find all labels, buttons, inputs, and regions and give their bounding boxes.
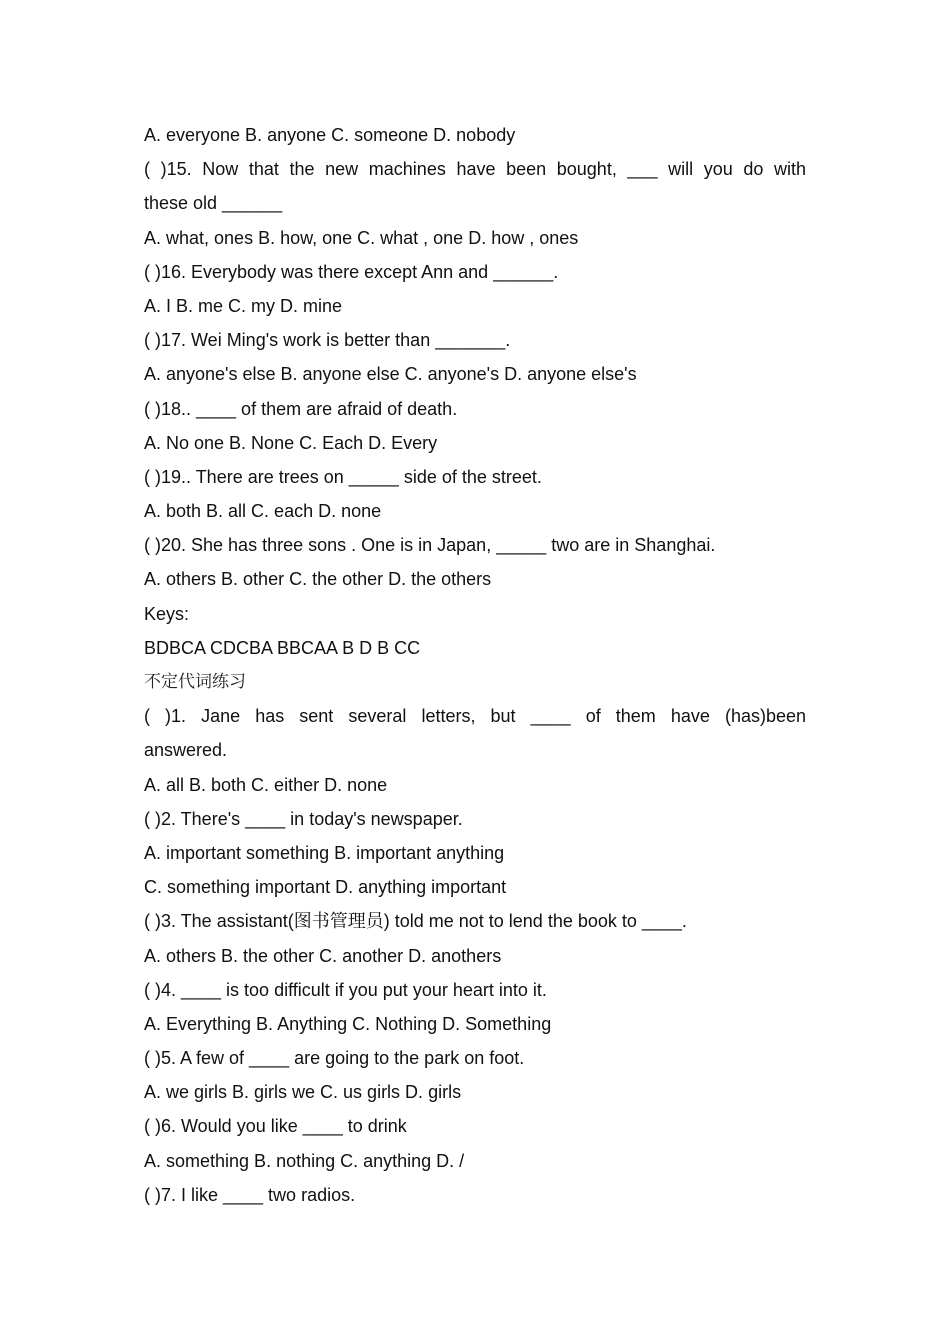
- text-line: ( )7. I like ____ two radios.: [144, 1184, 356, 1205]
- document-body: [144, 118, 806, 1212]
- text-line: A. all B. both C. either D. none: [144, 774, 388, 795]
- text-line: ( )5. A few of ____ are going to the park on foot.: [144, 1048, 525, 1069]
- text-line: A. I B. me C. my D. mine: [144, 295, 343, 316]
- text-line: A. what, ones B. how, one C. what , one D. how , ones: [144, 227, 579, 248]
- text-line: answered.: [144, 740, 228, 761]
- text-line: A. Everything B. Anything C. Nothing D. Something: [144, 1013, 552, 1034]
- text-line: A. No one B. None C. Each D. Every: [144, 432, 438, 453]
- text-line: ( )1. Jane has sent several letters, but ____ of them have (has)been: [144, 706, 806, 727]
- text-line: ( )20. She has three sons . One is in Japan, _____ two are in Shanghai.: [144, 535, 716, 556]
- text-line: A. anyone's else B. anyone else C. anyone's D. anyone else's: [144, 364, 637, 385]
- keys-heading: Keys:: [144, 603, 190, 624]
- answer-keys: BDBCA CDCBA BBCAA B D B CC: [144, 637, 421, 658]
- text-line: A. everyone B. anyone C. someone D. nobody: [144, 125, 516, 145]
- text-line: ( )17. Wei Ming's work is better than _______.: [144, 330, 511, 351]
- section-title: 不定代词练习: [144, 672, 246, 692]
- text-line: ( )15. Now that the new machines have been bought, ___ will you do with: [144, 159, 806, 180]
- text-line: ( )19.. There are trees on _____ side of the street.: [144, 466, 542, 487]
- text-line: A. others B. other C. the other D. the others: [144, 569, 492, 590]
- text-line: A. important something B. important anything: [144, 842, 505, 863]
- text-line: ( )6. Would you like ____ to drink: [144, 1116, 407, 1137]
- text-line: A. something B. nothing C. anything D. /: [144, 1150, 465, 1171]
- text-line: these old ______: [144, 193, 283, 214]
- text-line: C. something important D. anything important: [144, 877, 507, 898]
- text-line: ( )2. There's ____ in today's newspaper.: [144, 808, 463, 829]
- text-line: ( )16. Everybody was there except Ann and ______.: [144, 261, 559, 282]
- text-line: ( )4. ____ is too difficult if you put your heart into it.: [144, 979, 547, 1000]
- text-line: A. both B. all C. each D. none: [144, 501, 382, 522]
- text-line: ( )3. The assistant(图书管理员) told me not to lend the book to ____.: [144, 911, 687, 932]
- text-line: A. others B. the other C. another D. anothers: [144, 945, 502, 966]
- text-line: ( )18.. ____ of them are afraid of death.: [144, 398, 458, 419]
- text-line: A. we girls B. girls we C. us girls D. girls: [144, 1082, 462, 1103]
